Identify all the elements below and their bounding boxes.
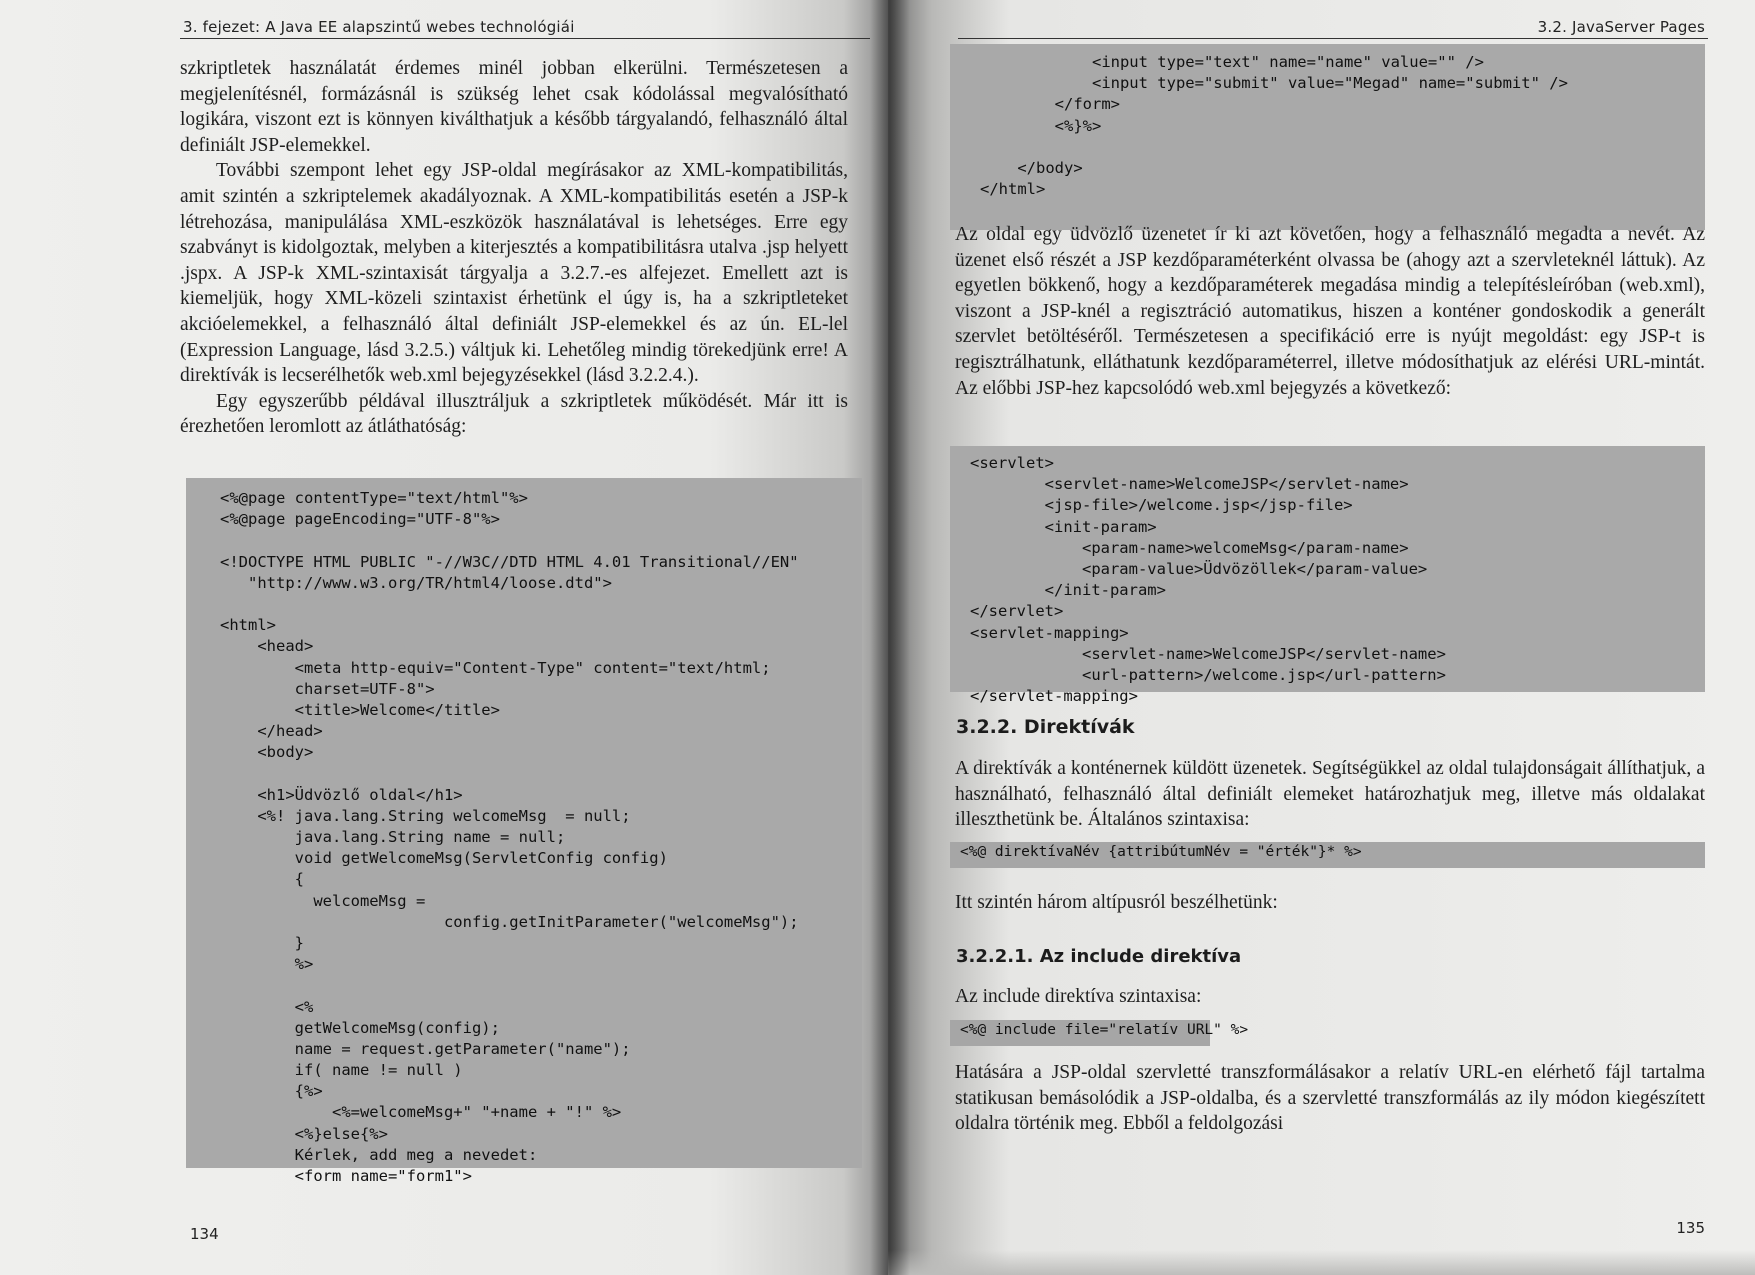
code-line: welcomeMsg = <box>220 891 426 910</box>
paragraph: szkriptletek használatát érdemes minél jobban elkerülni. Természetesen a megjelenítésnél, formázásnál is szükség lehet csak kódolással megvalósítható logikára, viszont ezt is könnyen kiválthatjuk a később tárgyalandó, felhasználó által definiált JSP-elemekkel. <box>180 58 848 156</box>
book-gutter <box>870 0 910 1275</box>
code-line: <param-name>welcomeMsg</param-name> <box>970 538 1409 557</box>
code-listing-jsp-end <box>950 44 1705 230</box>
code-line <box>980 137 1705 158</box>
code-line: </form> <box>980 95 1120 114</box>
code-line: name = request.getParameter("name"); <box>220 1039 631 1058</box>
code-line: <%! java.lang.String welcomeMsg = null; <box>220 806 631 825</box>
code-line: <%@page contentType="text/html"%> <box>220 489 528 507</box>
code-line: <body> <box>220 743 314 762</box>
code-line: <init-param> <box>970 517 1157 536</box>
right-paragraph-2: A direktívák a konténernek küldött üzenetek. Segítségükkel az oldal tulajdonságait állíthatjuk, a használható, felhasználó által definiált elemeket határozhatjuk meg, illetve más oldalakat illeszthetünk be. Általános szintaxisa: <box>955 758 1705 831</box>
code-line: <html> <box>220 616 276 635</box>
code-line: <servlet-mapping> <box>970 623 1129 642</box>
code-line: <% <box>220 997 314 1016</box>
code-line: charset=UTF-8"> <box>220 679 435 698</box>
right-paragraph-3: Itt szintén három altípusról beszélhetünk: <box>955 892 1278 913</box>
code-line: { <box>220 870 304 889</box>
code-line: </head> <box>220 722 323 741</box>
code-line: void getWelcomeMsg(ServletConfig config) <box>220 849 668 868</box>
code-line: <%}%> <box>980 116 1102 135</box>
code-line: {%> <box>220 1082 323 1101</box>
code-line: </html> <box>980 180 1046 199</box>
code-listing-web-xml <box>950 446 1705 706</box>
code-line: <title>Welcome</title> <box>220 700 500 719</box>
code-line: </body> <box>980 158 1083 177</box>
code-line: config.getInitParameter("welcomeMsg"); <box>220 912 799 931</box>
subsection-title: 3.2.2.1. Az include direktíva <box>956 946 1242 967</box>
paragraph: További szempont lehet egy JSP-oldal megírásakor az XML-kompatibilitás, amit szintén a szkriptelemek akadályoznak. A XML-kompatibilitás esetén a JSP-k létrehozása, manipulálása XML-eszközök használatával is lehetséges. Erre egy szabványt is kidolgoztak, melyben a kiterjesztés a kompatibilitásra utalva .jsp helyett .jspx. A JSP-k XML-szintaxisát tárgyalja a 3.2.7.-es alfejezet. Emellett azt is kiemeljük, hogy XML-közeli szintaxist érhetünk el úgy is, ha a szkriptleteket akcióelemekkel, a felhasználó által definiált JSP-elemekkel és az ún. EL-lel (Expression Language, lásd 3.2.5.) váltjuk ki. Lehetőleg mindig törekedjünk erre! A direktívák is lecserélhetők web.xml bejegyzésekkel (lásd 3.2.2.4.). <box>180 160 848 387</box>
code-line: </servlet> <box>970 602 1064 621</box>
include-syntax-code: <%@ include file="relatív URL" %> <box>950 1020 1210 1046</box>
code-line: "http://www.w3.org/TR/html4/loose.dtd"> <box>220 573 612 592</box>
code-line: java.lang.String name = null; <box>220 828 566 846</box>
code-line: <%@page pageEncoding="UTF-8"%> <box>220 510 500 529</box>
code-line: <%}else{%> <box>220 1124 388 1143</box>
code-line: <meta http-equiv="Content-Type" content="text/html; <box>220 658 771 677</box>
code-line: if( name != null ) <box>220 1061 463 1080</box>
code-line: <!DOCTYPE HTML PUBLIC "-//W3C//DTD HTML 4.01 Transitional//EN" <box>220 552 799 571</box>
code-line: <%=welcomeMsg+" "+name + "!" %> <box>220 1103 622 1122</box>
code-line: <jsp-file>/welcome.jsp</jsp-file> <box>970 496 1353 515</box>
code-listing-jsp <box>186 478 862 1185</box>
running-head-left: 3. fejezet: A Java EE alapszintű webes technológiái <box>183 18 575 36</box>
code-line: Kérlek, add meg a nevedet: <box>220 1145 538 1164</box>
code-line <box>220 763 862 784</box>
code-line: getWelcomeMsg(config); <box>220 1018 500 1037</box>
directive-syntax-code: <%@ direktívaNév {attribútumNév = "érték"}* %> <box>950 842 1705 868</box>
code-line: <url-pattern>/welcome.jsp</url-pattern> <box>970 665 1446 684</box>
page-shadow <box>888 1250 1755 1275</box>
code-line: <input type="submit" value="Megad" name="submit" /> <box>980 74 1568 93</box>
code-line: <servlet> <box>970 454 1054 472</box>
paragraph: Egy egyszerűbb példával illusztráljuk a szkriptletek működését. Már itt is érezhetően leromlott az átláthatóság: <box>180 390 848 438</box>
page-number-right: 135 <box>1676 1219 1705 1237</box>
code-line: </init-param> <box>970 581 1166 600</box>
code-line: %> <box>220 955 314 974</box>
code-line: <servlet-name>WelcomeJSP</servlet-name> <box>970 475 1409 494</box>
right-page <box>888 0 1755 1275</box>
code-line: <servlet-name>WelcomeJSP</servlet-name> <box>970 644 1446 663</box>
code-line: <head> <box>220 637 314 656</box>
code-line: </servlet-mapping> <box>970 687 1138 706</box>
right-paragraph-1: Az oldal egy üdvözlő üzenetet ír ki azt követően, hogy a felhasználó megadta a nevét. Az üzenet első részét a JSP kezdőparaméterként olvassa be (ahogy azt a szervleteknél láttuk). Az egyetlen bökkenő, hogy a kezdőparaméterek megadása mindig a telepítésleíróban (web.xml), viszont a JSP-knél a regisztráció automatikus, hiszen a konténer gondoskodik a generált szervlet betöltéséről. Természetesen a specifikáció erre is nyújt megoldást: egy JSP-t is regisztrálhatunk, elláthatunk kezdőparaméterrel, illetve módosíthatjuk az elérési URL-mintát. Az előbbi JSP-hez kapcsolódó web.xml bejegyzés a következő: <box>955 224 1705 399</box>
header-rule-right <box>958 38 1708 39</box>
code-line: <h1>Üdvözlő oldal</h1> <box>220 785 463 804</box>
header-rule-left <box>180 38 870 39</box>
code-line: <input type="text" name="name" value="" /> <box>980 53 1484 71</box>
running-head-right: 3.2. JavaServer Pages <box>1537 18 1705 36</box>
code-line <box>220 530 862 551</box>
section-title: 3.2.2. Direktívák <box>956 716 1135 738</box>
page-number-left: 134 <box>190 1225 219 1243</box>
code-line: <param-value>Üdvözöllek</param-value> <box>970 559 1428 578</box>
code-line: } <box>220 933 304 952</box>
right-paragraph-5: Hatására a JSP-oldal szervletté transzformálásakor a relatív URL-en elérhető fájl tartalma statikusan bemásolódik a JSP-oldalba, és a szervletté transzformálás az ily módon kiegészített oldalra történik meg. Ebből a feldolgozási <box>955 1062 1705 1135</box>
code-line <box>220 975 862 996</box>
left-body-text <box>180 56 848 440</box>
code-line: <form name="form1"> <box>220 1167 472 1185</box>
code-line <box>220 594 862 615</box>
right-paragraph-4: Az include direktíva szintaxisa: <box>955 986 1202 1007</box>
